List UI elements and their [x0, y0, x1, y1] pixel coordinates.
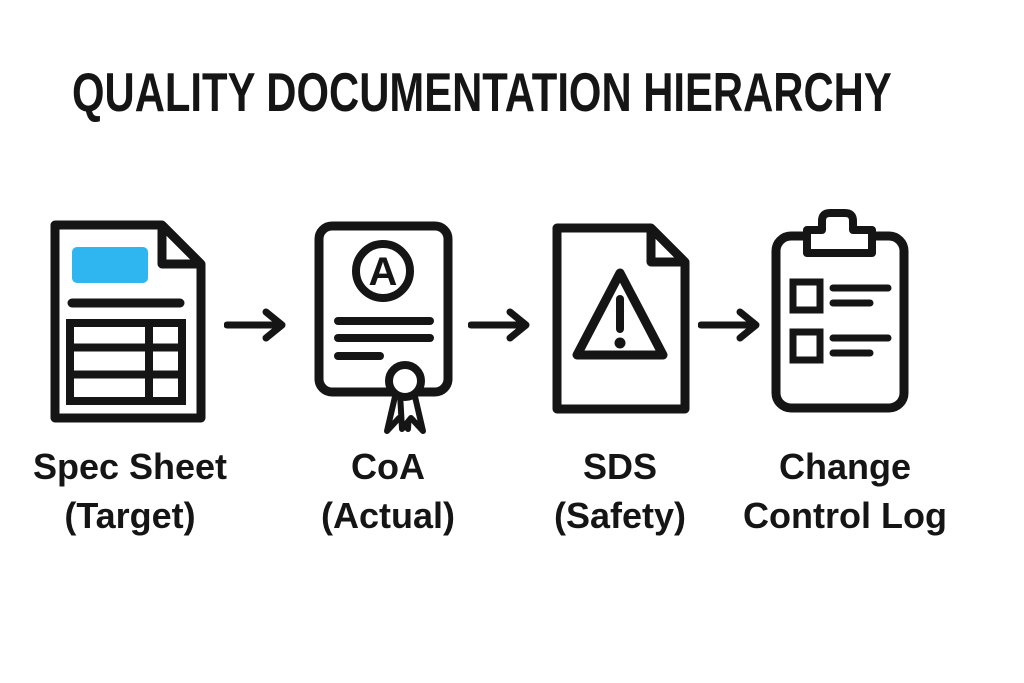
- label-line: CoA: [351, 446, 425, 487]
- clipboard-body: [776, 236, 904, 408]
- exclamation-dot: [615, 338, 626, 349]
- spec-sheet-document-icon: [46, 216, 206, 427]
- accent-highlight-bar: [72, 247, 148, 283]
- flow-item-label-change-control-log: [735, 442, 955, 540]
- flow-item-label-coa: [278, 442, 498, 540]
- label-line: Change: [778, 446, 911, 487]
- clipboard-checklist-icon: [768, 209, 912, 419]
- spec-table-grid: [70, 323, 182, 401]
- ribbon-seal: [387, 365, 423, 431]
- safety-warning-document-icon: [548, 219, 694, 417]
- certificate-a-seal-icon: [311, 218, 456, 438]
- arrow-right-icon: [698, 307, 764, 343]
- checkbox: [793, 282, 820, 310]
- label-line: Control Log: [743, 495, 947, 536]
- clipboard-clip: [807, 213, 872, 253]
- label-line: Spec Sheet: [32, 446, 228, 487]
- label-line: (Target): [64, 495, 196, 536]
- arrow-right-icon: [224, 307, 290, 343]
- grade-letter: A: [368, 250, 398, 294]
- label-line: (Safety): [553, 495, 687, 536]
- label-line: (Actual): [321, 495, 455, 536]
- arrow-right-icon: [468, 307, 534, 343]
- flow-item-label-sds: [510, 442, 730, 540]
- page-title: QUALITY DOCUMENTATION HIERARCHY: [72, 61, 892, 123]
- label-line: SDS: [582, 446, 658, 487]
- flow-item-label-spec-sheet: [20, 442, 240, 540]
- checkbox: [793, 332, 820, 360]
